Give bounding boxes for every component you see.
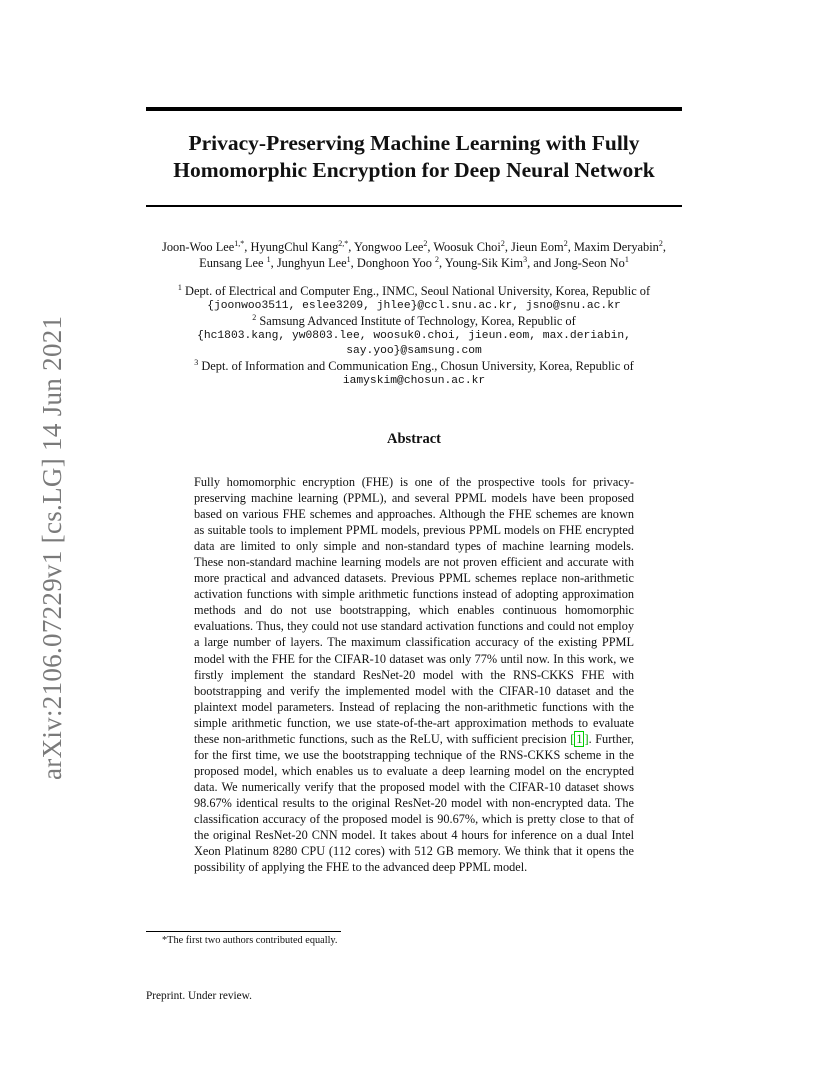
author: HyungChul Kang$^{2,*}$, [250,239,355,254]
author: Eunsang Lee $^1$, [199,255,277,270]
author: Woosuk Choi$^2$, [433,239,512,254]
affiliation-dept: $^1$ Dept. of Electrical and Computer Eng., INMC, Seoul National University, Korea, Republic of [177,283,651,298]
paper-title [146,130,682,184]
author-list [140,239,688,271]
title-rule-top [146,107,682,111]
affiliation-email: iamyskim@chosun.ac.kr [342,375,486,387]
author: Junghyun Lee$^1$, [276,255,357,270]
affiliation-email: {joonwoo3511, eslee3209, jhlee}@ccl.snu.ac.kr, jsno@snu.ac.kr [207,300,621,312]
affiliation-dept: $^2$ Samsung Advanced Institute of Technology, Korea, Republic of [252,313,576,328]
abstract-heading: Abstract [387,431,441,447]
citation-link[interactable]: [ 1 ] [570,731,589,746]
title-rule-bottom [146,205,682,207]
preprint-footer: Preprint. Under review. [146,990,252,1002]
affiliation-email: {hc1803.kang, yw0803.lee, woosuk0.choi, jieun.eom, max.deriabin, say.yoo}@samsung.com [197,330,631,357]
author: Maxim Deryabin$^2$, [573,239,666,254]
affiliation-dept: $^3$ Dept. of Information and Communication Eng., Chosun University, Korea, Republic of [194,358,634,373]
author: Joon-Woo Lee$^{1,*}$, [162,239,251,254]
author: Young-Sik Kim$^3$, and [444,255,555,270]
author: Donghoon Yoo $^2$, [356,255,445,270]
author: Jong-Seon No$^1$ [554,255,629,270]
title-line-2: Homomorphic Encryption for Deep Neural Network [173,158,655,182]
author: Jieun Eom$^2$, [511,239,574,254]
footnote-rule [146,931,341,932]
abstract-body [194,474,634,875]
abstract-text: Fully homomorphic encryption (FHE) is one of the prospective tools for privacy-preserving machine learning (PPML), and several PPML models have been proposed based on various FHE schemes and approaches. Although the FHE schemes are known as suitable tools to implement PPML models, previous PPML models on FHE encrypted data are limited to only simple and non-standard types of machine learning models. These non-standard machine learning models are not proven efficient and accurate with more practical and advanced datasets. Previous PPML schemes replace non-arithmetic activation functions with simple arithmetic functions instead of adopting approximation methods and do not use bootstrapping, which enables continuous homomorphic evaluations. Thus, they could not use standard activation functions and could not employ a large number of layers. The maximum classification accuracy of the existing PPML model with the FHE for the CIFAR-10 dataset was only 77% until now. In this work, we firstly implement the standard ResNet-20 model with the RNS-CKKS FHE with bootstrapping and verify the implemented model with the CIFAR-10 dataset and the plaintext model parameters. Instead of replacing the non-arithmetic functions with the simple arithmetic function, we use state-of-the-art approximation methods to evaluate these non-arithmetic functions, such as the ReLU, with sufficient precision [194,475,634,746]
author: Yongwoo Lee$^2$, [354,239,434,254]
abstract-text: . Further, for the first time, we use the bootstrapping technique of the RNS-CKKS scheme in the proposed model, which enables us to evaluate a deep learning model on the encrypted data. We numerically verify that the proposed model with the CIFAR-10 dataset shows 98.67% identical results to the original ResNet-20 model with non-encrypted data. The classification accuracy of the proposed model is 90.67%, which is pretty close to that of the original ResNet-20 CNN model. It takes about 4 hours for inference on a dual Intel Xeon Platinum 8280 CPU (112 cores) with 512 GB memory. We think that it opens the possibility of applying the FHE to the advanced deep PPML model. [194,731,634,875]
footnote: *The first two authors contributed equally. [162,935,338,946]
title-line-1: Privacy-Preserving Machine Learning with Fully [188,131,640,155]
affiliations [140,284,688,389]
arxiv-sidebar-stamp: arXiv:2106.07229v1 [cs.LG] 14 Jun 2021 [37,315,67,780]
